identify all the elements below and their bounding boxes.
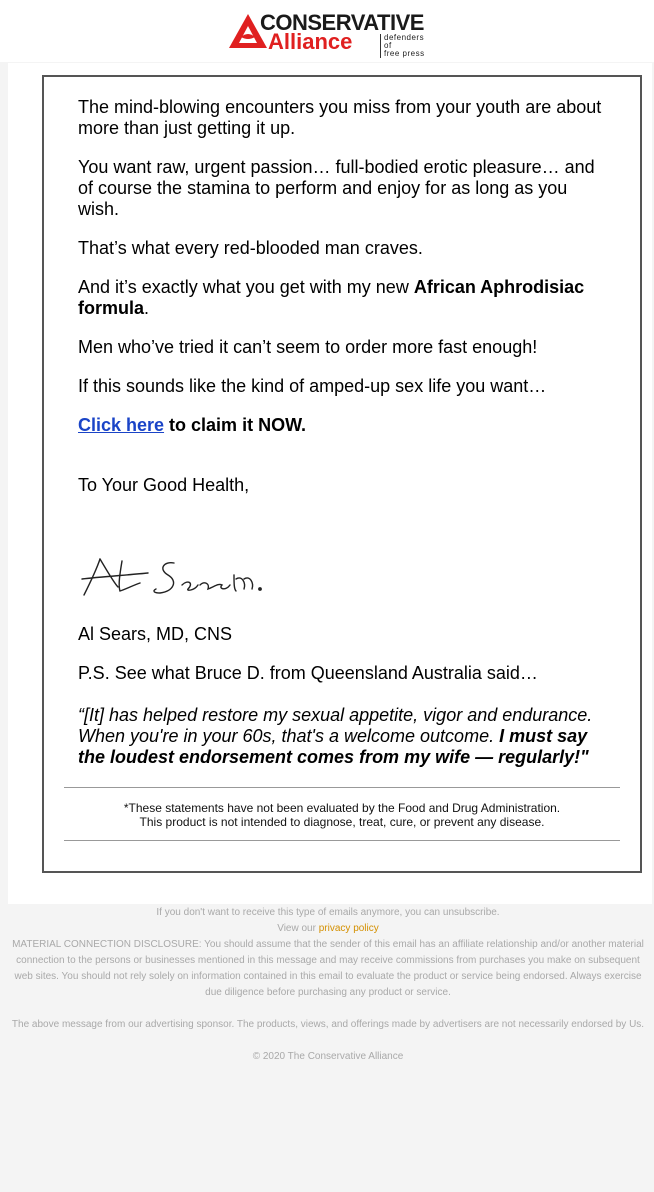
- divider-bottom: [64, 840, 620, 841]
- signoff: To Your Good Health,: [78, 475, 250, 495]
- message-body: [78, 97, 608, 514]
- paragraph-6: If this sounds like the kind of amped-up sex life you want…: [78, 376, 547, 396]
- paragraph-1: The mind-blowing encounters you miss from your youth are about more than just getting it up.: [78, 97, 602, 138]
- paragraph-4: And it’s exactly what you get with my new African Aphrodisiac formula.: [78, 277, 585, 318]
- paragraph-5: Men who’ve tried it can’t seem to order more fast enough!: [78, 337, 538, 357]
- logo-wordmark-top: CONSERVATIVE: [260, 10, 424, 35]
- logo-wordmark-bottom: Alliance: [268, 29, 353, 54]
- divider-top: [64, 787, 620, 788]
- click-here-link[interactable]: Click here: [78, 415, 165, 435]
- sponsor-notice: The above message from our advertising sponsor. The products, views, and offerings made by advertisers are not necessarily endorsed by Us.: [11, 1019, 645, 1030]
- email-header: [0, 0, 654, 62]
- copyright: © 2020 The Conservative Alliance: [252, 1051, 404, 1062]
- author-name: Al Sears, MD, CNS: [78, 624, 233, 644]
- email-content: [8, 63, 652, 904]
- unsubscribe-note: If you don't want to receive this type of emails anymore, you can unsubscribe.: [156, 907, 500, 918]
- privacy-policy-link[interactable]: privacy policy: [318, 923, 379, 934]
- testimonial-emphasis: I must say the loudest endorsement comes from my wife — regularly!": [78, 726, 589, 767]
- logo-tagline: defenders of free press: [380, 34, 432, 58]
- message-closing: [78, 624, 608, 702]
- testimonial-quote: “[It] has helped restore my sexual appetite, vigor and endurance. When you're in your 60s, that's a welcome outcome. I must say the loudest endorsement comes from my wife — regularly!": [78, 705, 593, 767]
- paragraph-3: That’s what every red-blooded man craves.: [78, 238, 423, 258]
- privacy-line: View our privacy policy: [277, 923, 379, 934]
- conservative-alliance-logo[interactable]: [228, 10, 432, 58]
- fda-disclaimer: *These statements have not been evaluated by the Food and Drug Administration. This product is not intended to diagnose, treat, cure, or prevent any disease.: [123, 801, 561, 829]
- handwritten-signature: [78, 555, 268, 599]
- paragraph-2: You want raw, urgent passion… full-bodied erotic pleasure… and of course the stamina to perform and enjoy for as long as you wish.: [78, 157, 595, 219]
- material-disclosure: MATERIAL CONNECTION DISCLOSURE: You should assume that the sender of this email has an affiliate relationship and/or another material connection to the persons or businesses mentioned in this message and may receive commissions from purchases you make on subsequent web sites. You should not rely solely on information contained in this email to evaluate the product or service being endorsed. Always exercise due diligence before purchasing any product or service.: [12, 939, 644, 998]
- message-frame: [42, 75, 642, 873]
- email-footer: [8, 905, 648, 1065]
- product-name: African Aphrodisiac formula: [78, 277, 585, 318]
- call-to-action: Click here to claim it NOW.: [78, 415, 307, 435]
- postscript: P.S. See what Bruce D. from Queensland Australia said…: [78, 663, 538, 683]
